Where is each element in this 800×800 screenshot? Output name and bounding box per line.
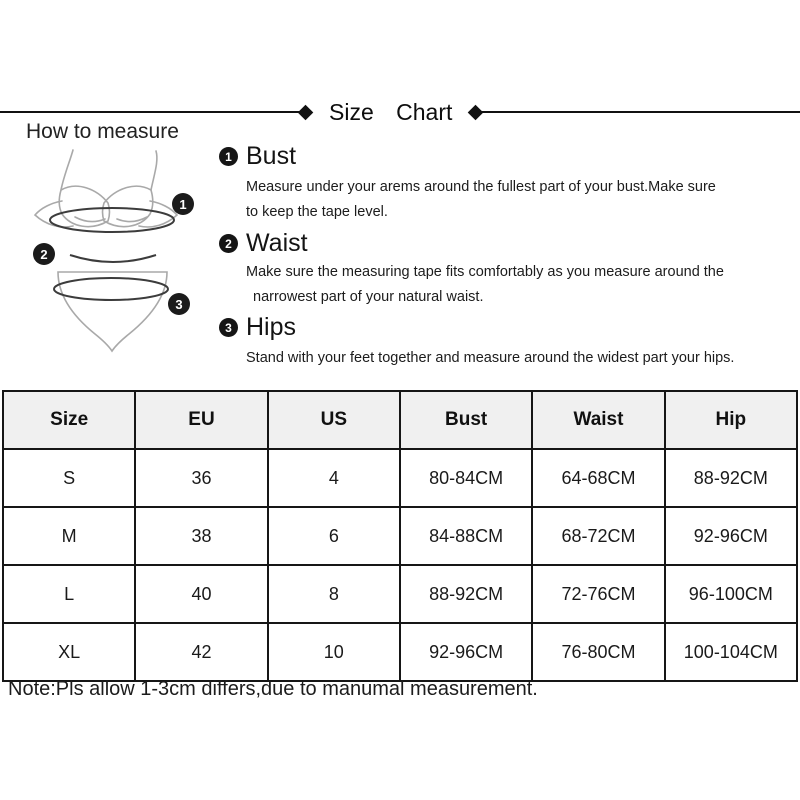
cell-us: 4	[268, 449, 400, 507]
cell-eu: 38	[135, 507, 267, 565]
table-row-s	[3, 449, 797, 507]
cell-us: 6	[268, 507, 400, 565]
col-header-hip: Hip	[665, 391, 797, 449]
step-bust-desc-line-2: to keep the tape level.	[246, 204, 388, 220]
size-table-header-row	[3, 391, 797, 449]
cell-waist: 76-80CM	[532, 623, 664, 681]
step-waist-description	[246, 260, 794, 310]
hip-tape-line	[54, 278, 168, 300]
measuring-tape-lines	[50, 208, 174, 300]
step-hips-desc-line-1: Stand with your feet together and measure around the widest part your hips.	[246, 350, 735, 366]
diagram-markers	[33, 193, 194, 315]
title-rule-left	[0, 111, 300, 113]
cell-bust: 92-96CM	[400, 623, 532, 681]
cell-size: L	[3, 565, 135, 623]
step-hips-label: Hips	[246, 313, 297, 341]
diamond-icon-right	[468, 104, 484, 120]
title-rule-right	[481, 111, 800, 113]
table-row-xl	[3, 623, 797, 681]
cell-size: S	[3, 449, 135, 507]
step-bust-label: Bust	[246, 142, 297, 170]
marker-1-number: 1	[179, 197, 187, 212]
size-table	[2, 390, 798, 682]
cell-bust: 88-92CM	[400, 565, 532, 623]
bikini-measurement-illustration	[15, 145, 210, 360]
marker-2-number: 2	[40, 247, 48, 262]
step-bust-description	[246, 175, 794, 225]
marker-3-number: 3	[175, 297, 183, 312]
bikini-outline	[35, 150, 177, 351]
step-waist-heading	[219, 229, 794, 258]
step-waist-desc-line-2: narrowest part of your natural waist.	[253, 289, 484, 305]
cell-hip: 92-96CM	[665, 507, 797, 565]
col-header-us: US	[268, 391, 400, 449]
step-hips-description	[246, 346, 794, 371]
step-1-number-badge: 1	[219, 147, 238, 166]
cell-hip: 100-104CM	[665, 623, 797, 681]
col-header-size: Size	[3, 391, 135, 449]
step-bust-heading	[219, 142, 794, 171]
cell-size: M	[3, 507, 135, 565]
measurement-note: Note:Pls allow 1-3cm differs,due to manumal measurement.	[8, 678, 538, 700]
cell-eu: 42	[135, 623, 267, 681]
step-bust-desc-line-1: Measure under your arems around the fullest part of your bust.Make sure	[246, 179, 716, 195]
cell-size: XL	[3, 623, 135, 681]
col-header-bust: Bust	[400, 391, 532, 449]
cell-waist: 64-68CM	[532, 449, 664, 507]
cell-waist: 68-72CM	[532, 507, 664, 565]
cell-hip: 96-100CM	[665, 565, 797, 623]
how-to-measure-heading: How to measure	[26, 120, 179, 143]
cell-hip: 88-92CM	[665, 449, 797, 507]
cell-bust: 84-88CM	[400, 507, 532, 565]
measure-step-waist	[219, 229, 794, 310]
step-hips-heading	[219, 313, 794, 342]
cell-eu: 40	[135, 565, 267, 623]
step-2-number-badge: 2	[219, 234, 238, 253]
cell-us: 8	[268, 565, 400, 623]
cell-us: 10	[268, 623, 400, 681]
table-row-m	[3, 507, 797, 565]
cell-bust: 80-84CM	[400, 449, 532, 507]
col-header-waist: Waist	[532, 391, 664, 449]
page-title: Size Chart	[329, 98, 453, 125]
step-3-number-badge: 3	[219, 318, 238, 337]
step-waist-desc-line-1: Make sure the measuring tape fits comfortably as you measure around the	[246, 264, 724, 280]
table-row-l	[3, 565, 797, 623]
cell-waist: 72-76CM	[532, 565, 664, 623]
measure-step-hips	[219, 313, 794, 371]
cell-eu: 36	[135, 449, 267, 507]
measure-step-bust	[219, 142, 794, 225]
step-waist-label: Waist	[246, 229, 308, 257]
col-header-eu: EU	[135, 391, 267, 449]
waist-tape-line	[70, 255, 156, 262]
